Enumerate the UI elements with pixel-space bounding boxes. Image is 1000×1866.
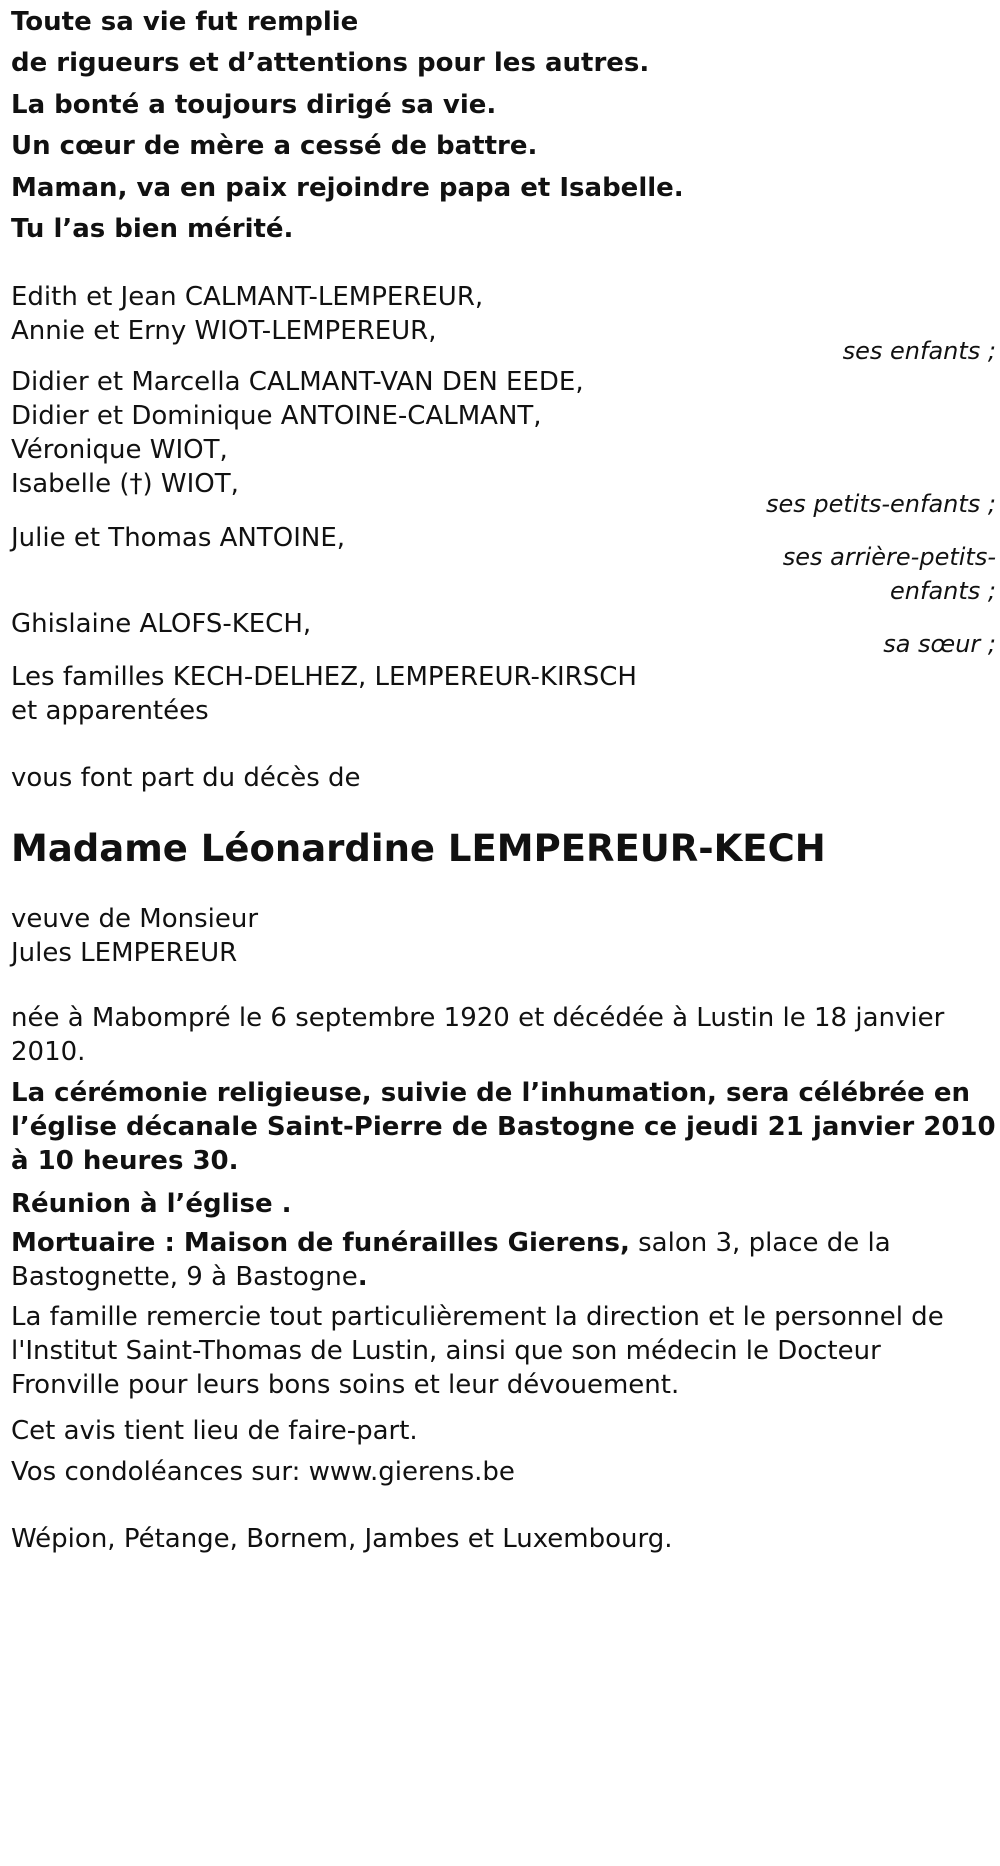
announcement: vous font part du décès de	[11, 763, 361, 793]
relation-sister: sa sœur ;	[883, 630, 996, 658]
ceremony-text: La cérémonie religieuse, suivie de l’inhumation, sera célébrée en l’église décanale Saint-Pierre de Bastogne ce jeudi 21 janvier 2010 à 10 heures 30.	[11, 1078, 996, 1176]
mortuary-end: .	[357, 1262, 368, 1292]
relation-great-grandchildren-2: enfants ;	[890, 577, 996, 605]
condolences-text: Vos condoléances sur: www.gierens.be	[11, 1457, 515, 1487]
great-grandchild-name-1: Julie et Thomas ANTOINE,	[11, 523, 346, 553]
relation-grandchildren: ses petits-enfants ;	[765, 490, 996, 518]
families-line-1: Les familles KECH-DELHEZ, LEMPEREUR-KIRSCH	[11, 662, 637, 692]
grandchild-name-4: Isabelle (†) WIOT,	[11, 469, 239, 499]
poem-line-6: Tu l’as bien mérité.	[11, 214, 294, 244]
mortuary-label: Mortuaire : Maison de funérailles Gierens,	[11, 1228, 630, 1258]
poem-line-3: La bonté a toujours dirigé sa vie.	[11, 90, 497, 120]
mortuary-address: salon 3, place de la Bastognette, 9 à Bastogne	[11, 1228, 891, 1292]
thanks-text: La famille remercie tout particulièrement la direction et le personnel de l'Institut Saint-Thomas de Lustin, ainsi que son médecin le Docteur Fronville pour leurs bons soins et leur dévouement.	[11, 1302, 944, 1400]
poem-line-5: Maman, va en paix rejoindre papa et Isabelle.	[11, 173, 684, 203]
child-name-2: Annie et Erny WIOT-LEMPEREUR,	[11, 316, 437, 346]
mortuary-text	[11, 1226, 996, 1294]
grandchild-name-2: Didier et Dominique ANTOINE-CALMANT,	[11, 401, 542, 431]
relation-children: ses enfants ;	[842, 337, 996, 365]
child-name-1: Edith et Jean CALMANT-LEMPEREUR,	[11, 282, 484, 312]
widow-line-2: Jules LEMPEREUR	[11, 938, 238, 968]
birth-death-text: née à Mabompré le 6 septembre 1920 et décédée à Lustin le 18 janvier 2010.	[11, 1003, 945, 1067]
notice-text: Cet avis tient lieu de faire-part.	[11, 1416, 418, 1446]
sister-name: Ghislaine ALOFS-KECH,	[11, 609, 312, 639]
grandchild-name-3: Véronique WIOT,	[11, 435, 228, 465]
grandchild-name-1: Didier et Marcella CALMANT-VAN DEN EEDE,	[11, 367, 584, 397]
poem-line-1: Toute sa vie fut remplie	[11, 7, 359, 37]
relation-great-grandchildren-1: ses arrière-petits-	[782, 543, 996, 571]
poem-line-2: de rigueurs et d’attentions pour les autres.	[11, 48, 650, 78]
widow-line-1: veuve de Monsieur	[11, 904, 259, 934]
deceased-name: Madame Léonardine LEMPEREUR-KECH	[11, 827, 826, 870]
meeting-text: Réunion à l’église .	[11, 1189, 292, 1219]
poem-line-4: Un cœur de mère a cessé de battre.	[11, 131, 538, 161]
locations-text: Wépion, Pétange, Bornem, Jambes et Luxembourg.	[11, 1524, 673, 1554]
families-line-2: et apparentées	[11, 696, 209, 726]
